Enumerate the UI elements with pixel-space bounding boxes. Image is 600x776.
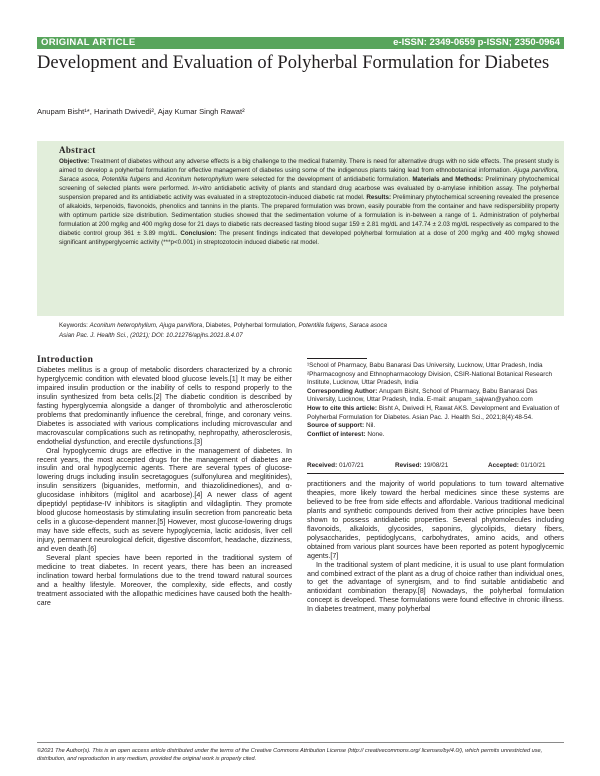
- keywords-species-1: Aconitum heterophyllum, Ajuga parviflora: [89, 322, 203, 329]
- affiliations-block: [307, 362, 564, 439]
- conflict-label: Conflict of interest:: [307, 430, 366, 438]
- intro-paragraph-5: In the traditional system of plant medicine, it is usual to use plant formulation and combined extract of the plant as a drug of choice rather than individual ones, to get the advantage of synergism, and to find suitable antidiabetic and antioxidant combination therapy.[8] Nowadays, the polyherbal formulation concept is developed. These formulations were found effective in chronic illness. In diabetes treatment, many polyherbal: [307, 560, 564, 614]
- methods-text-2: antidiabetic activity of plants and standard drug acarbose was evaluated by α-amylase inhibition assay. The polyherbal suspension prepared and its antidiabetic activity was evaluated in a streptozotocin-induced diabetic rat model.: [59, 185, 559, 201]
- keywords-label: Keywords:: [59, 322, 90, 329]
- dates-divider: [307, 473, 564, 474]
- accepted-date: [488, 462, 546, 469]
- methods-label: Materials and Methods:: [412, 176, 484, 183]
- methods-text: Preliminary phytochemical screening of selected plants were performed.: [59, 176, 559, 192]
- journal-citation: [59, 331, 559, 340]
- article-title: Development and Evaluation of Polyherbal Formulation for Diabetes: [37, 53, 550, 73]
- results-text: Preliminary phytochemical screening revealed the presence of alkaloids, terpenoids, flavonoids, phenolics and tannins in the plants. The prepared formulation was brown, easily pourable from the container and have redispersibility property with optimum particle size distribution. Sedimentation studies showed that the sedimentation volume of a formulation is in-between a range of 1. Administration of polyherbal formulation at 200 mg/kg and 400 mg/kg dose for 21 days to diabetic rats decreased fasting blood sugar 159 ± 2.81 mg/dL and 147.74 ± 2.03 mg/dL respectively as compared to the diabetic control group 361 ± 3.89 mg/dL.: [59, 194, 559, 237]
- corresponding-author-text: Anupam Bisht, School of Pharmacy, Babu Banarasi Das University, Lucknow, Uttar Pradesh, India. E-mail: anupam_sajwan@yahoo.com: [307, 387, 538, 404]
- footer-divider: [37, 742, 564, 743]
- corresponding-author: [307, 388, 564, 405]
- conclusion-text: The present findings indicated that developed polyherbal formulation at a dose of 200 mg/kg and 400 mg/kg showed significant antihyperglycemic activity (***p<0.001) in streptozotocin induced diabetic rat model.: [59, 230, 559, 246]
- conclusion-label: Conclusion:: [180, 230, 217, 237]
- author-list: Anupam Bisht¹*, Harinath Dwivedi², Ajay Kumar Singh Rawat²: [37, 107, 245, 116]
- affiliation-rule: [307, 358, 367, 359]
- objective-end: were selected for the development of antidiabetic formulation.: [233, 176, 413, 183]
- left-column: [37, 366, 292, 608]
- revised-label: Revised:: [395, 462, 422, 469]
- revised-value: 19/08/21: [421, 462, 449, 469]
- affiliation-2: ²Pharmacognosy and Ethnopharmacology Division, CSIR-National Botanical Research Institute, Lucknow, Uttar Pradesh, India: [307, 370, 553, 387]
- how-to-cite-text: Bisht A, Dwivedi H, Rawat AKS. Development and Evaluation of Polyherbal Formulation for Diabetes. Asian Pac. J. Health Sci., 2021;8(4):48-54.: [307, 404, 560, 421]
- intro-paragraph-2: Oral hypoglycemic drugs are effective in the management of diabetes. In recent years, the most accepted drugs for the management of diabetes are insulin and oral hypoglycemic agents. There are several types of glucose-lowering drugs including insulin secretagogues (sulfonylurea and meglitinides), insulin sensitizers (biguanides, metformin, and thiazolidinediones), and α-glucosidase inhibitors (miglitol and acarbose).[4] A newer class of agent dipeptidyl peptidase-IV inhibitors is sitagliptin and vildagliptin. They promote blood glucose homeostasis by stimulating insulin secretion from pancreatic beta cells in a glucose-dependent manner.[5] However, most glucose-lowering drugs may have side effects, such as severe hypoglycemia, lactic acidosis, liver cell injury, permanent neurological deficit, digestive discomfort, headache, dizziness, and even death.[6]: [37, 446, 292, 554]
- accepted-label: Accepted:: [488, 462, 519, 469]
- objective-label: Objective:: [59, 158, 90, 165]
- article-type-banner: [37, 37, 564, 49]
- source-of-support-text: Nil.: [364, 422, 376, 430]
- issn-label: e-ISSN: 2349-0659 p-ISSN; 2350-0964: [393, 37, 560, 48]
- introduction-heading: Introduction: [37, 355, 94, 365]
- source-of-support: [307, 422, 564, 431]
- intro-paragraph-4: practitioners and the majority of world populations to turn toward alternative theapies, more likely toward the herbal medicines since these systems are believed to be free from side effects and affordable. Various traditional medicinal plants and synthetic compounds derived from their active principles have been shown to possess antidiabetic properties. Several phytomolecules including flavonoids, alkaloids, glycosides, saponins, glycolipids, dietary fibers, polysaccharides, peptidoglycans, carbohydrates, amino acids, and others obtained from various plant sources have been reported as potent hypoglycemic agents.[7]: [307, 480, 564, 560]
- how-to-cite: [307, 405, 564, 422]
- keywords: [59, 321, 559, 330]
- abstract-box: [37, 141, 564, 316]
- conflict-of-interest: [307, 431, 564, 440]
- abstract-body: [59, 157, 559, 247]
- objective-species: Ajuga parviflora, Saraca asoca, Potentilla fulgens: [59, 167, 560, 183]
- right-column: [307, 480, 564, 614]
- intro-paragraph-1: Diabetes mellitus is a group of metabolic disorders characterized by a chronic hyperglycemic condition with elevated blood glucose levels.[1] It may be either impaired insulin production or the inability of cells to respond properly to the insulin synthesized from beta cells.[2] The diabetic condition is described by fasting hyperglycemia alongside a danger of thrombolytic and atherosclerotic problems that predominantly influence the cerebral, fringe, and coronary veins. Diabetes is associated with various complications including microvascular and macrovascular complications such as retinopathy, nephropathy, atherosclerosis, endothelial dysfunction, and erectile dysfunctions.[3]: [37, 366, 292, 446]
- objective-species-2: Aconitum heterophyllum: [165, 176, 233, 183]
- keywords-middle: , Diabetes, Polyherbal formulation,: [202, 322, 299, 329]
- intro-paragraph-3: Several plant species have been reported in the traditional system of medicine to treat diabetes. In recent years, there has been an increased inclination toward herbal formulations due to the trend toward natural sources and a healthy lifestyle. Moreover, the complexity, side effects, and costly treatment associated with the allopathic medicines have caused both the health-care: [37, 554, 292, 607]
- section-label: ORIGINAL ARTICLE: [41, 37, 136, 48]
- received-label: Received:: [307, 462, 338, 469]
- affiliation-1: ¹School of Pharmacy, Babu Banarasi Das University, Lucknow, Uttar Pradesh, India: [307, 362, 543, 369]
- objective-text: Treatment of diabetes without any adverse effects is a big challenge to the medical fraternity. There is need for alternative drugs with no side effects. The present study is aimed to develop a polyherbal formulation for effective management of diabetes using some of the indigenous plants taking lead from ethnobotanical information.: [59, 158, 559, 174]
- received-value: 01/07/21: [337, 462, 364, 469]
- results-label: Results:: [366, 194, 392, 201]
- revised-date: [395, 462, 448, 469]
- abstract-heading: Abstract: [59, 145, 96, 155]
- journal-citation-text: Asian Pac. J. Health Sci., (2021); DOI: 10.21276/apjhs.2021.8.4.07: [59, 332, 243, 339]
- keywords-species-2: Potentilla fulgens, Saraca asoca: [298, 322, 387, 329]
- how-to-cite-label: How to cite this article:: [307, 404, 377, 412]
- source-of-support-label: Source of support:: [307, 422, 365, 430]
- license-footer: ©2021 The Author(s). This is an open access article distributed under the terms of the Creative Commons Attribution License (http:// creativecommons.org/ licenses/by/4.0/), which permits unrestricted use, distribution, and reproduction in any medium, provided the original work is properly cited.: [37, 748, 543, 762]
- methods-invitro: In-vitro: [192, 185, 212, 192]
- objective-and: and: [150, 176, 166, 183]
- accepted-value: 01/10/21: [518, 462, 546, 469]
- corresponding-author-label: Corresponding Author:: [307, 387, 378, 395]
- conflict-text: None.: [365, 430, 385, 438]
- received-date: [307, 462, 364, 469]
